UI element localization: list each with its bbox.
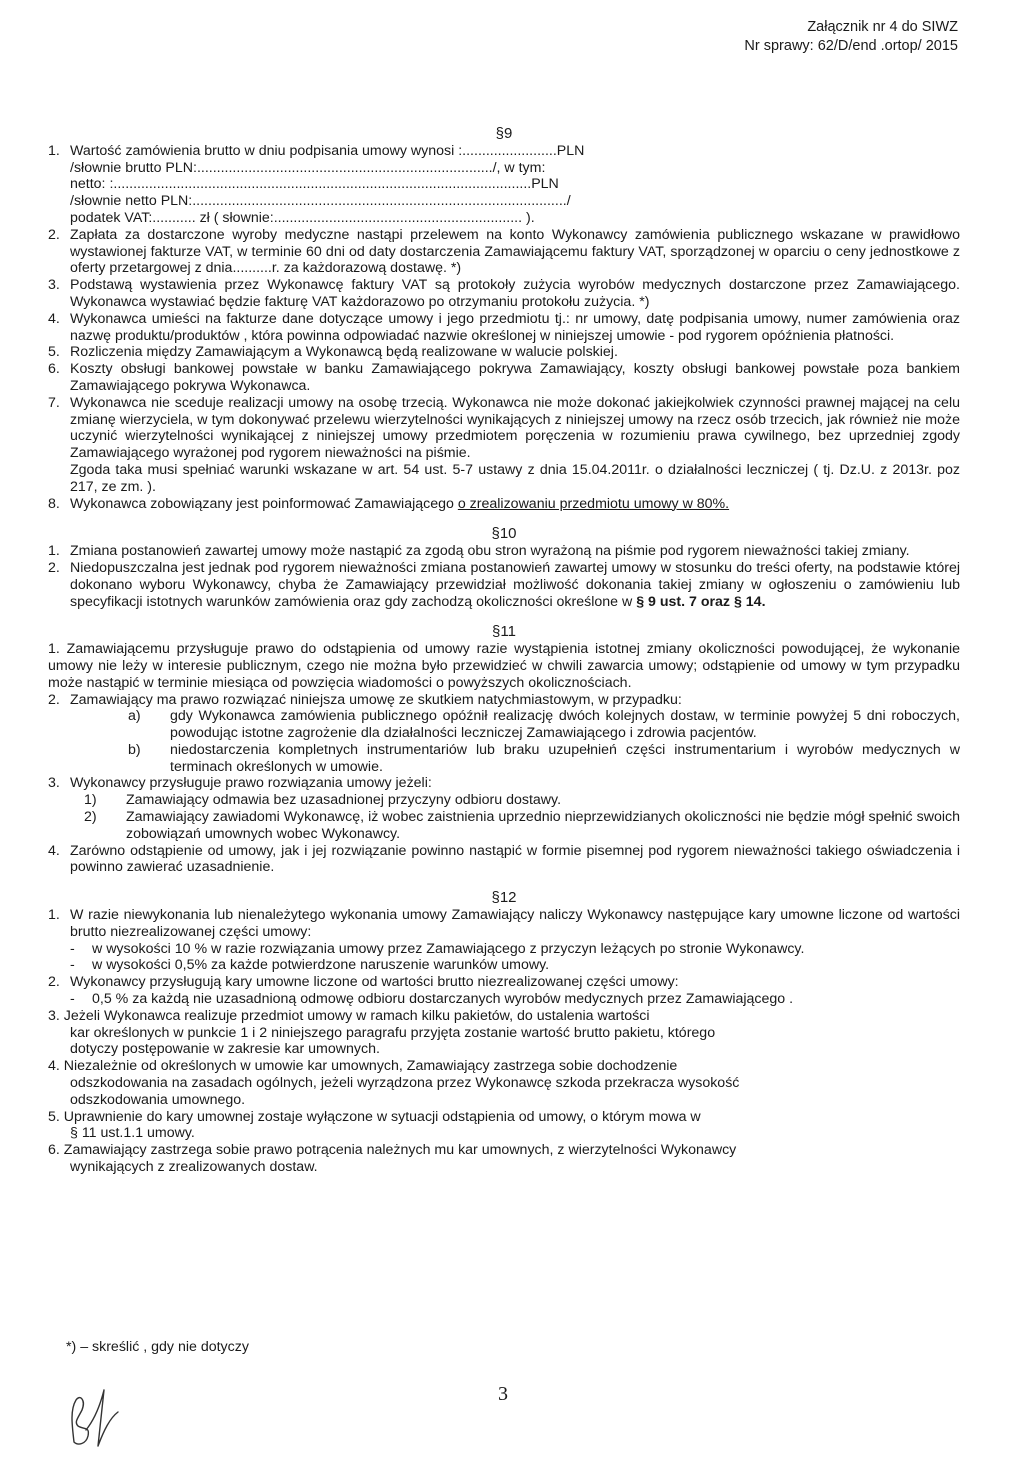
- sub-text: niedostarczenia kompletnych instrumentariów lub braku uzupełnień części instrumentarium i wyrobów medycznych w terminach określonych w umowie.: [170, 741, 960, 775]
- item-text: Koszty obsługi bankowej powstałe w banku Zamawiającego pokrywa Zamawiający, koszty obsługi bankowej powstałe poza bankiem Zamawiającego pokrywa Wykonawca.: [70, 361, 960, 394]
- s12-item-1: [48, 907, 960, 974]
- section-10-title: §10: [491, 525, 517, 543]
- s12-item-2: [48, 974, 960, 1008]
- item-line: 4. Niezależnie od określonych w umowie kar umownych, Zamawiający zastrzega sobie dochodzenie: [48, 1058, 678, 1075]
- sub-item-a: [128, 708, 960, 742]
- s10-item-2: [48, 560, 960, 610]
- item-number: 1.: [48, 543, 60, 560]
- page-header: [744, 18, 958, 56]
- dash-item: - 0,5 % za każdą nie uzasadnioną odmowę odbioru dostarczanych wyrobów medycznych przez Zamawiającego .: [70, 991, 960, 1008]
- item-number: 2.: [48, 559, 60, 576]
- vat-line: podatek VAT:........... zł ( słownie:............................................................... ).: [70, 209, 535, 226]
- item-number: 7.: [48, 394, 60, 411]
- item-number: 3.: [48, 775, 60, 792]
- dash-text: 0,5 % za każdą nie uzasadnioną odmowę odbioru dostarczanych wyrobów medycznych przez Zamawiającego .: [92, 991, 794, 1008]
- item-text: Wykonawca nie sceduje realizacji umowy na osobę trzecią. Wykonawca nie może dokonać jakiejkolwiek czynności prawnej mającej na celu zmianę wierzyciela, w tym dokonywać przelewu wierzytelności wynikających z niniejszej umowy na rzecz osób trzecich, jak również nie może uczynić wierzytelności wynikającej z niniejszej umowy przedmiotem poręczenia w rozumieniu prawa cywilnego, bez uprzedniej zgody Zamawiającego wyrażonej pod rygorem nieważności na piśmie.: [70, 394, 960, 462]
- section-12-title: §12: [491, 889, 517, 907]
- s9-item-7-consent: [48, 462, 960, 496]
- dash-text: w wysokości 0,5% za każde potwierdzone naruszenie warunków umowy.: [92, 957, 550, 974]
- sub-item-b: [128, 742, 960, 776]
- sub-item-2: [84, 809, 960, 843]
- item-text: [70, 496, 960, 513]
- value-gross: Wartość zamówienia brutto w dniu podpisania umowy wynosi :........................PLN: [70, 142, 585, 159]
- item-text: Podstawą wystawienia przez Wykonawcę faktury VAT są protokoły zużycia wyrobów medycznych dostarczone przez Zamawiającego. Wykonawca wystawiać będzie fakturę VAT każdorazowo po otrzymaniu protokołu zużycia. *): [70, 277, 960, 310]
- s12-item-5: [48, 1109, 960, 1143]
- s12-item-6: [48, 1142, 960, 1176]
- s9-item-6: [48, 361, 960, 395]
- sub-text: gdy Wykonawca zamówienia publicznego opóźnił realizację dwóch kolejnych dostaw, w terminie powyżej 5 dni roboczych, powodując istotne zagrożenie dla działalności leczniczej Zamawiającego i zdrowia pacjentów.: [170, 708, 960, 742]
- s9-item-1: [48, 143, 960, 227]
- sub-label: a): [128, 708, 141, 725]
- item-line: 5. Uprawnienie do kary umownej zostaje wyłączone w sytuacji odstąpienia od umowy, o którym mowa w: [48, 1108, 701, 1125]
- item-number: 4.: [48, 842, 60, 859]
- item-number: 1.: [48, 907, 60, 924]
- s11-item-2: [48, 692, 960, 709]
- s11-item-2-subs: [48, 708, 960, 775]
- case-number: Nr sprawy: 62/D/end .ortop/ 2015: [744, 38, 958, 54]
- section-9-title: §9: [495, 125, 513, 142]
- handwritten-initials: [64, 1370, 134, 1450]
- item-number: 4.: [48, 310, 60, 327]
- s11-item-1: 1. Zamawiającemu przysługuje prawo do odstąpienia od umowy razie wystąpienia istotnej zmiany okoliczności powodującej, że wykonanie umowy nie leży w interesie publicznym, czego nie można było przewidzieć w chwili zawarcia umowy; odstąpienie od umowy w tym przypadku może nastąpić w terminie miesiąca od powzięcia wiadomości o powyższych okolicznościach.: [48, 641, 960, 691]
- item-text: Zarówno odstąpienie od umowy, jak i jej rozwiązanie powinno nastąpić w formie pisemnej pod rygorem nieważności takiego oświadczenia i powinno zawierać uzasadnienie.: [70, 842, 960, 876]
- section-11-title: §11: [492, 623, 516, 641]
- footnote: *) – skreślić , gdy nie dotyczy: [66, 1339, 249, 1355]
- item-text: [70, 560, 960, 610]
- s9-item-3: [48, 277, 960, 311]
- item-line: dotyczy postępowanie w zakresie kar umownych.: [70, 1041, 380, 1058]
- item-text: Wykonawcy przysługuje prawo rozwiązania umowy jeżeli:: [70, 775, 432, 792]
- item-number: 6.: [48, 361, 60, 378]
- item-line: § 11 ust.1.1 umowy.: [70, 1125, 195, 1142]
- item-number: 1.: [48, 142, 60, 159]
- s11-item-3-subs: [48, 792, 960, 842]
- sub-label: 2): [84, 809, 97, 826]
- item-text: Wykonawca umieści na fakturze dane dotyczące umowy i jego przedmiotu tj.: nr umowy, datę podpisania umowy, numer zamówienia oraz nazwę produktu/produktów , która powinna odpowiadać nazwie określonej w niniejszej umowie - pod rygorem opóźnienia płatności.: [70, 310, 960, 344]
- document-content: [48, 126, 960, 1176]
- item-text: Zgoda taka musi spełniać warunki wskazane w art. 54 ust. 5-7 ustawy z dnia 15.04.2011r. o działalności leczniczej ( tj. Dz.U. z 2013r. poz 217, ze zm. ).: [70, 461, 960, 495]
- s12-item-3: [48, 1008, 960, 1058]
- item-number: 8.: [48, 495, 60, 512]
- s11-item-4: [48, 843, 960, 877]
- dash-item: - w wysokości 0,5% za każde potwierdzone naruszenie warunków umowy.: [70, 957, 960, 974]
- s9-item-8: [48, 496, 960, 513]
- item-number: 2.: [48, 974, 60, 991]
- item-text-plain: Niedopuszczalna jest jednak pod rygorem nieważności zmiana postanowień zawartej umowy w stosunku do treści oferty, na podstawie której dokonano wyboru Wykonawcy, chyba że Zamawiający przewidział możliwość dokonania takiej zmiany w ogłoszeniu o zamówieniu lub specyfikacji istotnych warunków zamówienia oraz gdy zachodzą okoliczności określone w: [70, 559, 960, 610]
- item-text-plain: Wykonawca zobowiązany jest poinformować Zamawiającego: [70, 495, 458, 512]
- sub-text: Zamawiający odmawia bez uzasadnionej przyczyny odbioru dostawy.: [126, 792, 562, 809]
- sub-text: Zamawiający zawiadomi Wykonawcę, iż wobec zaistnienia uprzednio nieprzewidzianych okoliczności nie będzie mógł spełnić swoich zobowiązań umownych wobec Wykonawcy.: [126, 809, 960, 842]
- item-line: odszkodowania umownego.: [70, 1091, 246, 1108]
- s12-item-4: [48, 1058, 960, 1108]
- item-text-underlined: o zrealizowaniu przedmiotu umowy w 80%.: [457, 495, 730, 512]
- item-number: 5.: [48, 344, 60, 361]
- item-text: Rozliczenia między Zamawiającym a Wykonawcą będą realizowane w walucie polskiej.: [70, 344, 618, 361]
- item-line: wynikających z zrealizowanych dostaw.: [70, 1159, 318, 1176]
- sub-item-1: [84, 792, 960, 809]
- item-line: 6. Zamawiający zastrzega sobie prawo potrącenia należnych mu kar umownych, z wierzytelności Wykonawcy: [48, 1142, 737, 1159]
- item-text: Zamawiający ma prawo rozwiązać niniejsza umowę ze skutkiem natychmiastowym, w przypadku:: [70, 691, 682, 708]
- dash-item: - w wysokości 10 % w razie rozwiązania umowy przez Zamawiającego z przyczyn leżących po stronie Wykonawcy.: [70, 941, 960, 958]
- item-line: kar określonych w punkcie 1 i 2 niniejszego paragrafu przyjęta zostanie wartość brutto pakietu, którego: [70, 1024, 716, 1041]
- page-number: 3: [498, 1383, 508, 1405]
- item-number: 2.: [48, 226, 60, 243]
- value-net-words: /słownie netto PLN:.............................................................................................../: [70, 193, 571, 210]
- value-gross-words: /słownie brutto PLN:.........................................................................../, w tym:: [70, 159, 546, 176]
- sub-label: b): [128, 741, 141, 758]
- item-text-bold: § 9 ust. 7 oraz § 14.: [636, 593, 766, 610]
- s9-item-7: [48, 395, 960, 462]
- item-number: 3.: [48, 277, 60, 294]
- sub-label: 1): [84, 792, 97, 809]
- item-text: Zapłata za dostarczone wyroby medyczne nastąpi przelewem na konto Wykonawcy zamówienia publicznego wskazane w prawidłowo wystawionej fakturze VAT, w terminie 60 dni od daty dostarczenia Zamawiającemu faktury VAT, sporządzonej w oparciu o ceny jednostkowe z oferty przetargowej z dnia..........r. za każdorazową dostawę. *): [70, 226, 960, 277]
- item-line: odszkodowania na zasadach ogólnych, jeżeli wyrządzona przez Wykonawcę szkoda przekracza wysokość: [70, 1075, 740, 1092]
- s9-item-4: [48, 311, 960, 345]
- attachment-label: Załącznik nr 4 do SIWZ: [807, 19, 958, 35]
- s10-item-1: [48, 543, 960, 560]
- item-number: 2.: [48, 691, 60, 708]
- item-number: [48, 462, 70, 496]
- item-text: W razie niewykonania lub nienależytego wykonania umowy Zamawiający naliczy Wykonawcy następujące kary umowne liczone od wartości brutto niezrealizowanej części umowy:: [70, 907, 960, 940]
- s9-item-2: [48, 227, 960, 277]
- item-text: Zmiana postanowień zawartej umowy może nastąpić za zgodą obu stron wyrażoną na piśmie pod rygorem nieważności takiej zmiany.: [70, 543, 910, 560]
- s9-item-5: [48, 344, 960, 361]
- item-text: Wykonawcy przysługują kary umowne liczone od wartości brutto niezrealizowanej części umowy:: [70, 974, 679, 991]
- s11-item-3: [48, 775, 960, 792]
- value-net: netto: :..........................................................................................................PLN: [70, 176, 559, 193]
- item-line: 3. Jeżeli Wykonawca realizuje przedmiot umowy w ramach kilku pakietów, do ustalenia wartości: [48, 1007, 650, 1024]
- dash-text: w wysokości 10 % w razie rozwiązania umowy przez Zamawiającego z przyczyn leżących po stronie Wykonawcy.: [92, 940, 805, 957]
